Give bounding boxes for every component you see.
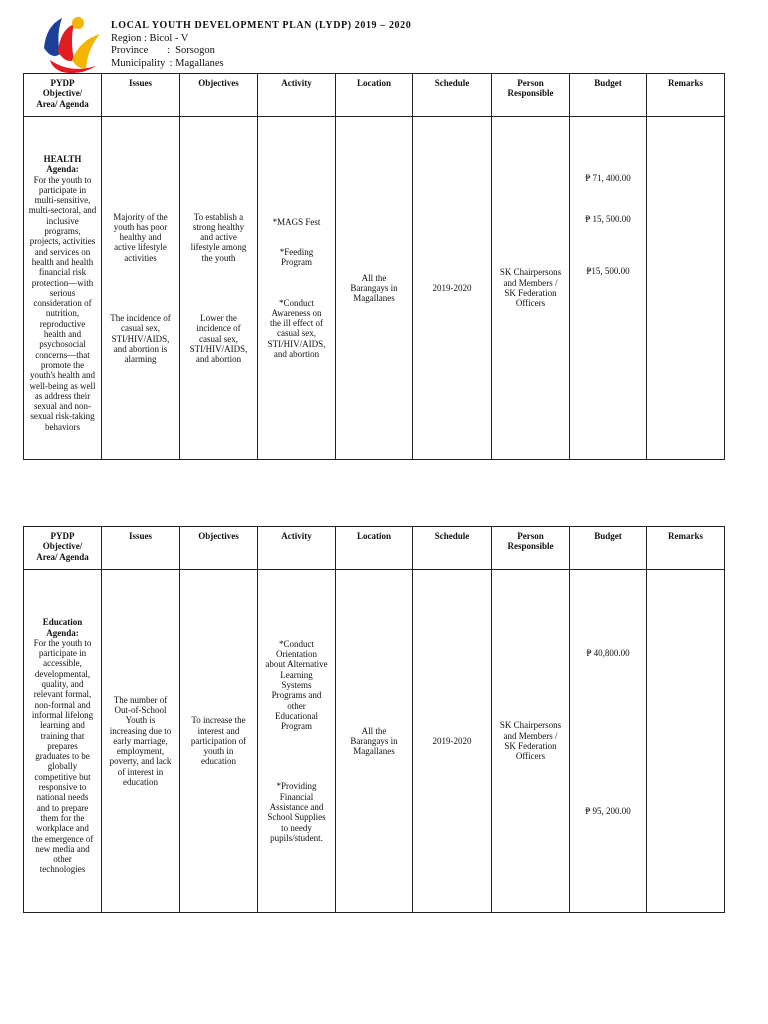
text-line: multi-sensitive, — [34, 195, 91, 206]
text-line: Person — [517, 531, 544, 541]
text-line: other — [287, 700, 306, 711]
text-line: accessible, — [43, 658, 82, 669]
text-line: Program — [281, 721, 312, 732]
text-line: Majority of the — [113, 211, 168, 222]
text-line: employment, — [116, 746, 165, 757]
education-budget-2: ₱ 95, 200.00 — [585, 806, 631, 817]
text-line: casual sex, — [121, 323, 160, 334]
education-activity-1 — [260, 639, 333, 732]
text-line: national needs — [36, 792, 89, 803]
region-value: Bicol - V — [149, 32, 189, 44]
text-line: new media and — [35, 843, 90, 854]
text-line: the ill effect of — [269, 318, 324, 329]
education-activity-2 — [260, 781, 333, 843]
text-line: To establish a — [193, 211, 244, 222]
text-line: health and — [43, 329, 82, 340]
text-line: behaviors — [45, 421, 80, 432]
col-remarks: Remarks — [647, 527, 725, 570]
education-budget-1: ₱ 40,800.00 — [586, 648, 630, 658]
municipality-label: Municipality — [111, 57, 166, 69]
table-header-row — [24, 74, 725, 117]
text-line: activities — [124, 252, 157, 263]
text-line: of interest in — [117, 766, 164, 777]
text-line: Program — [281, 257, 312, 268]
health-agenda-title — [26, 154, 99, 175]
health-agenda-text — [26, 175, 99, 432]
municipality-row — [111, 58, 411, 71]
health-budget-2: ₱ 15, 500.00 — [585, 214, 631, 225]
province-sep: : — [167, 45, 170, 56]
text-line: The number of — [113, 694, 168, 705]
text-line: The incidence of — [110, 313, 171, 323]
text-line: competitive but — [34, 771, 91, 782]
education-agenda-title — [26, 617, 99, 638]
text-line: Responsible — [507, 88, 554, 99]
text-line: education — [123, 777, 158, 788]
col-pydp — [24, 74, 102, 117]
health-schedule-cell: 2019-2020 — [413, 117, 492, 460]
text-line: well-being as well — [29, 380, 96, 391]
text-line: alarming — [124, 354, 157, 365]
text-line: participate in — [38, 184, 87, 195]
health-activity-2 — [260, 247, 333, 268]
text-line: *Providing — [276, 781, 317, 792]
text-line: and abortion is — [113, 343, 168, 354]
text-line: interest and — [197, 725, 240, 736]
text-line: casual sex, — [277, 328, 316, 339]
text-line: the emergence of — [31, 833, 94, 844]
col-issues: Issues — [102, 527, 180, 570]
text-line: For the youth to — [33, 637, 92, 648]
health-budget-3: ₱15, 500.00 — [586, 265, 630, 276]
text-line: Officers — [515, 751, 546, 762]
text-line: Assistance and — [269, 802, 324, 813]
text-line: All the — [361, 272, 387, 283]
document-title: LOCAL YOUTH DEVELOPMENT PLAN (LYDP) 2019 – 2020 — [111, 20, 412, 31]
text-line: Programs and — [271, 690, 322, 701]
health-issues-cell — [102, 117, 180, 460]
text-line: casual sex, — [199, 333, 238, 344]
text-line: Agenda: — [46, 627, 79, 638]
text-line: training that — [40, 730, 85, 741]
table-row — [24, 570, 725, 913]
health-plan-table — [23, 73, 725, 460]
health-remarks-cell — [647, 117, 725, 460]
text-line: responsive to — [38, 782, 87, 793]
text-line: STI/HIV/AIDS, — [111, 333, 170, 344]
text-line: Objective/ — [42, 88, 83, 99]
text-line: developmental, — [34, 668, 91, 679]
text-line: the youth — [201, 252, 236, 263]
col-budget: Budget — [570, 527, 647, 570]
text-line: globally — [47, 761, 78, 772]
text-line: financial risk — [38, 267, 87, 278]
text-line: reproductive — [39, 318, 86, 329]
text-line: early marriage, — [113, 735, 168, 746]
health-budget-cell — [570, 117, 647, 460]
education-agenda-text — [26, 638, 99, 875]
text-line: health and health — [31, 256, 94, 267]
text-line: strong healthy — [192, 221, 245, 232]
education-remarks-cell — [647, 570, 725, 913]
text-line: prepares — [47, 740, 78, 751]
col-location: Location — [336, 74, 413, 117]
text-line: psychosocial — [39, 339, 86, 350]
text-line: and Members / — [503, 277, 558, 288]
text-line: participation of — [190, 735, 247, 746]
text-line: Orientation — [276, 649, 317, 660]
text-line: quality, and — [41, 679, 84, 690]
col-remarks: Remarks — [647, 74, 725, 117]
text-line: SK Federation — [504, 741, 557, 751]
education-location-cell — [336, 570, 413, 913]
text-line: education — [201, 756, 236, 767]
text-line: *Conduct — [279, 638, 314, 649]
text-line: relevant formal, — [33, 689, 92, 700]
text-line: SK Chairpersons — [499, 267, 562, 278]
col-location: Location — [336, 527, 413, 570]
text-line: increasing due to — [109, 725, 172, 736]
text-line: Education — [42, 617, 83, 628]
text-line: Objective/ — [42, 541, 83, 552]
col-objectives: Objectives — [180, 527, 258, 570]
table-header-row — [24, 527, 725, 570]
health-objective-2 — [182, 313, 255, 364]
text-line: Barangays in — [350, 282, 398, 293]
text-line: Out-of-School — [114, 704, 167, 715]
text-line: about Alternative — [265, 659, 328, 670]
text-line: *Conduct — [279, 297, 314, 308]
education-budget-cell — [570, 570, 647, 913]
education-activity-cell — [258, 570, 336, 913]
col-activity: Activity — [258, 527, 336, 570]
text-line: Lower the — [200, 313, 237, 323]
text-line: participate in — [38, 648, 87, 659]
text-line: Learning — [280, 669, 313, 680]
region-row — [111, 33, 411, 46]
health-objectives-cell — [180, 117, 258, 460]
health-activity-1 — [260, 217, 333, 227]
education-agenda-cell — [24, 570, 102, 913]
text-line: concerns—that — [35, 349, 90, 360]
municipality-sep: : — [169, 57, 173, 69]
text-line: sexual risk-taking — [30, 411, 95, 422]
health-objective-1 — [182, 212, 255, 263]
document-header — [111, 20, 411, 70]
text-line: protection—with — [31, 277, 94, 288]
text-line: To increase the — [191, 715, 246, 726]
text-line: School Supplies — [267, 812, 326, 823]
text-line: workplace and — [36, 823, 89, 834]
region-label: Region : — [111, 32, 147, 44]
col-schedule: Schedule — [413, 527, 492, 570]
text-line: incidence of — [196, 323, 241, 334]
text-line: to needy — [281, 822, 312, 833]
text-line: non-formal and — [34, 699, 91, 710]
col-objectives: Objectives — [180, 74, 258, 117]
health-budget-1: ₱ 71, 400.00 — [585, 173, 631, 183]
text-line: and services on — [34, 246, 91, 257]
text-line: Financial — [279, 791, 314, 802]
text-line: Officers — [515, 298, 546, 309]
text-line: SK Chairpersons — [499, 720, 562, 731]
text-line: and abortion — [273, 349, 320, 360]
text-line: Barangays in — [350, 735, 398, 746]
col-budget: Budget — [570, 74, 647, 117]
health-issue-1 — [104, 212, 177, 263]
col-pydp — [24, 527, 102, 570]
education-objectives-cell — [180, 570, 258, 913]
col-person-responsible — [492, 527, 570, 570]
text-line: PYDP — [50, 531, 75, 541]
health-activity-cell — [258, 117, 336, 460]
text-line: Area/ Agenda — [36, 551, 89, 562]
health-agenda-cell — [24, 117, 102, 460]
province-label: Province — [111, 45, 149, 56]
text-line: and to prepare — [36, 802, 89, 813]
table-row — [24, 117, 725, 460]
lydp-logo — [40, 14, 106, 76]
text-line: lifestyle among — [190, 242, 247, 253]
text-line: promote the — [40, 359, 85, 370]
text-line: healthy and — [119, 232, 162, 243]
text-line: Awareness on — [271, 307, 322, 318]
text-line: *Feeding — [279, 246, 314, 257]
text-line: graduates to be — [35, 751, 90, 762]
text-line: SK Federation — [504, 288, 557, 298]
text-line: HEALTH — [43, 153, 82, 164]
col-person-responsible — [492, 74, 570, 117]
education-issues-cell — [102, 570, 180, 913]
text-line: and abortion — [195, 354, 242, 365]
text-line: active lifestyle — [114, 242, 167, 253]
text-line: youth in — [203, 746, 234, 757]
text-line: STI/HIV/AIDS, — [267, 338, 326, 349]
text-line: youth has poor — [113, 221, 168, 232]
text-line: Magallanes — [353, 746, 395, 757]
text-line: Responsible — [507, 541, 554, 552]
text-line: Magallanes — [353, 293, 395, 304]
municipality-value: Magallanes — [175, 57, 224, 69]
text-line: Agenda: — [46, 164, 79, 175]
text-line: Educational — [275, 710, 318, 721]
col-activity: Activity — [258, 74, 336, 117]
text-line: poverty, and lack — [109, 756, 172, 767]
text-line: projects, activities — [29, 236, 96, 247]
col-issues: Issues — [102, 74, 180, 117]
text-line: technologies — [39, 864, 86, 875]
text-line: youth's health and — [29, 370, 96, 381]
text-line: inclusive — [46, 215, 79, 226]
health-issue-2 — [104, 313, 177, 364]
text-line: For the youth to — [33, 174, 92, 185]
health-person-cell — [492, 117, 570, 460]
text-line: nutrition, — [45, 308, 80, 319]
education-plan-table — [23, 526, 725, 913]
province-value: Sorsogon — [175, 45, 215, 56]
text-line: them for the — [40, 812, 85, 823]
text-line: consideration of — [33, 298, 92, 309]
text-line: sexual and non- — [34, 401, 91, 412]
text-line: multi-sectoral, and — [28, 205, 97, 216]
col-schedule: Schedule — [413, 74, 492, 117]
text-line: Systems — [281, 679, 312, 690]
education-person-cell — [492, 570, 570, 913]
province-row — [111, 45, 411, 58]
text-line: and Members / — [503, 730, 558, 741]
text-line: Area/ Agenda — [36, 98, 89, 109]
text-line: and active — [200, 232, 237, 243]
education-schedule-cell: 2019-2020 — [413, 570, 492, 913]
text-line: as address their — [34, 390, 91, 401]
text-line: serious — [49, 287, 76, 298]
health-activity-3 — [260, 298, 333, 360]
text-line: Person — [517, 78, 544, 88]
text-line: learning and — [40, 720, 85, 731]
text-line: pupils/student. — [270, 832, 323, 843]
text-line: informal lifelong — [31, 709, 94, 720]
text-line: Youth is — [125, 715, 156, 726]
text-line: programs, — [44, 226, 81, 237]
text-line: STI/HIV/AIDS, — [189, 343, 248, 354]
health-location-cell — [336, 117, 413, 460]
text-line: *MAGS Fest — [272, 216, 321, 227]
text-line: All the — [361, 725, 387, 736]
text-line: other — [53, 854, 72, 865]
text-line: PYDP — [50, 78, 75, 88]
